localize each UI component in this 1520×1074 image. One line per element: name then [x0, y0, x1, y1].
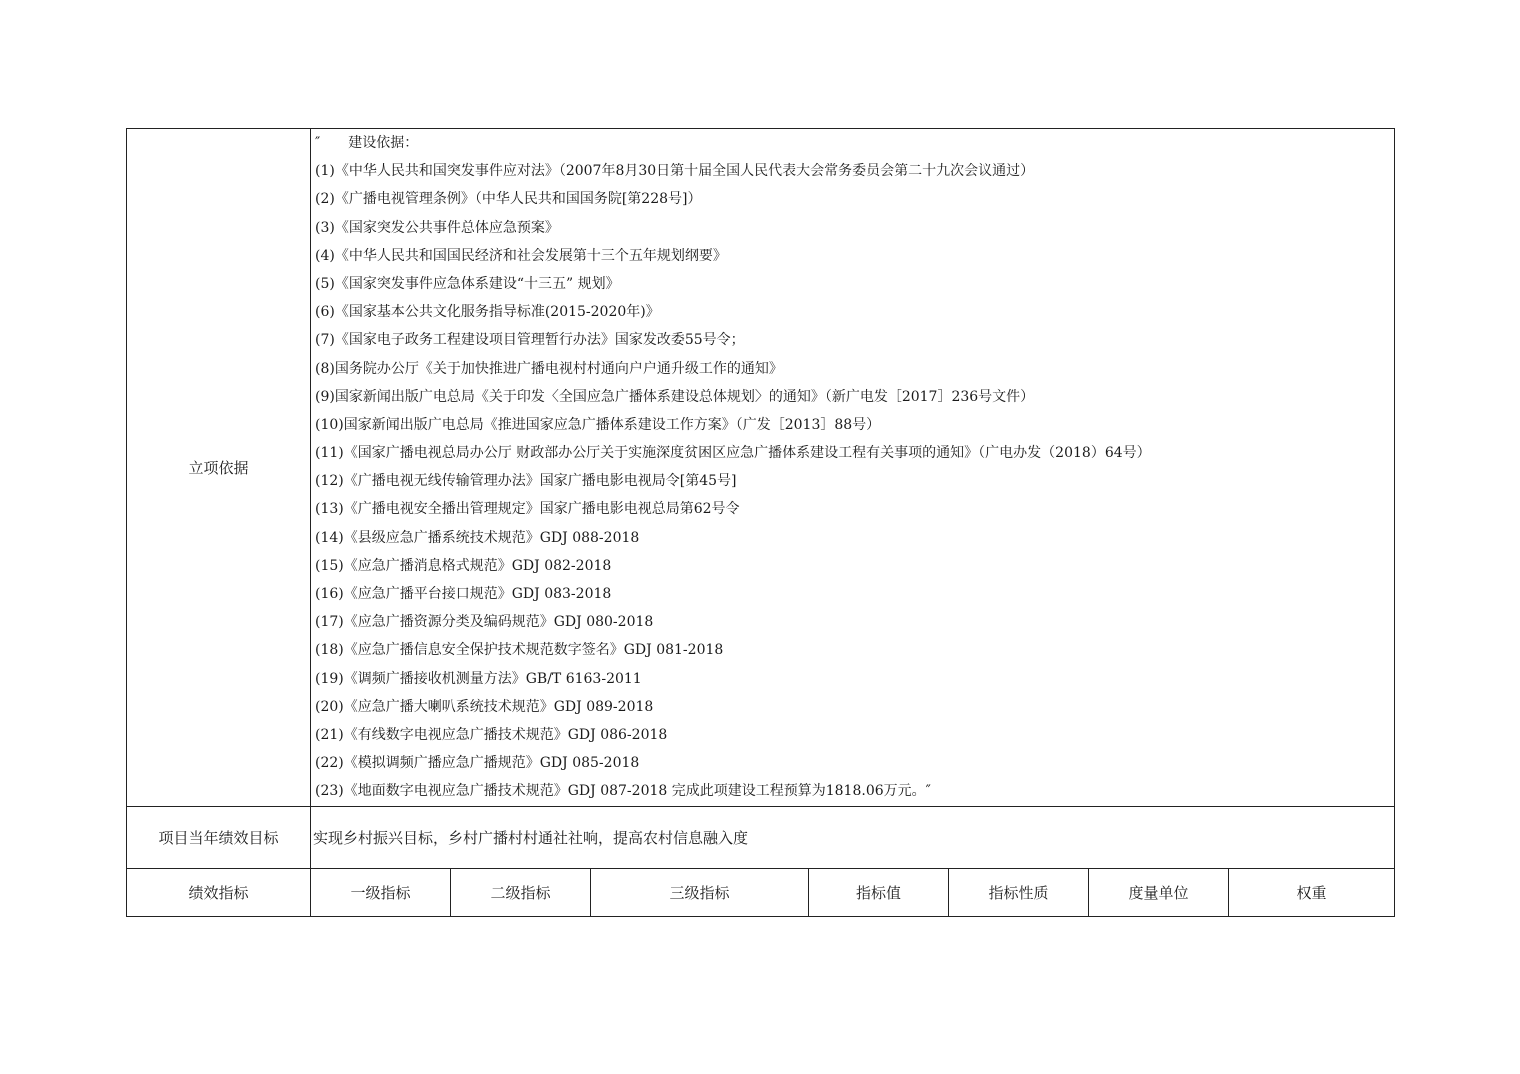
basis-item: (11)《国家广播电视总局办公厅 财政部办公厅关于实施深度贫困区应急广播体系建设工程有关事项的通知》（广电办发（2018）64号）	[315, 445, 1151, 462]
basis-item: (9)国家新闻出版广电总局《关于印发〈全国应急广播体系建设总体规划〉的通知》（新广电发［2017］236号文件）	[315, 388, 1035, 405]
basis-item: (10)国家新闻出版广电总局《推进国家应急广播体系建设工作方案》（广发［2013］88号）	[315, 416, 881, 433]
basis-item: (19)《调频广播接收机测量方法》GB/T 6163-2011	[315, 670, 642, 687]
basis-item: (4)《中华人民共和国国民经济和社会发展第十三个五年规划纲要》	[315, 247, 727, 264]
basis-item: (16)《应急广播平台接口规范》GDJ 083-2018	[315, 586, 612, 602]
basis-item: (2)《广播电视管理条例》（中华人民共和国国务院[第228号]）	[315, 191, 702, 208]
basis-item: (3)《国家突发公共事件总体应急预案》	[315, 219, 559, 236]
basis-heading: ″ 建设依据：	[315, 135, 419, 151]
basis-item: (22)《模拟调频广播应急广播规范》GDJ 085-2018	[315, 755, 640, 772]
metric-header-nature: 指标性质	[949, 868, 1089, 916]
basis-item: (13)《广播电视安全播出管理规定》国家广播电影电视总局第62号令	[315, 501, 740, 518]
basis-label: 立项依据	[127, 129, 311, 807]
basis-item: (18)《应急广播信息安全保护技术规范数字签名》GDJ 081-2018	[315, 642, 724, 659]
metric-header-weight: 权重	[1229, 868, 1395, 916]
basis-item: (20)《应急广播大喇叭系统技术规范》GDJ 089-2018	[315, 698, 654, 715]
metric-header-value: 指标值	[809, 868, 949, 916]
basis-item: (21)《有线数字电视应急广播技术规范》GDJ 086-2018	[315, 726, 668, 743]
basis-item: (6)《国家基本公共文化服务指导标准(2015-2020年)》	[315, 304, 660, 321]
goal-row	[127, 806, 1395, 868]
basis-row	[127, 129, 1395, 807]
basis-item: (14)《县级应急广播系统技术规范》GDJ 088-2018	[315, 529, 640, 546]
metric-header-level1: 一级指标	[311, 868, 451, 916]
basis-item: (12)《广播电视无线传输管理办法》国家广播电影电视局令[第45号]	[315, 473, 737, 490]
basis-item: (15)《应急广播消息格式规范》GDJ 082-2018	[315, 557, 612, 574]
basis-item: (5)《国家突发事件应急体系建设“十三五” 规划》	[315, 275, 620, 292]
metric-header-level2: 二级指标	[451, 868, 591, 916]
project-table	[126, 128, 1395, 917]
basis-content	[311, 129, 1395, 807]
goal-text: 实现乡村振兴目标，乡村广播村村通社社响，提高农村信息融入度	[311, 806, 1395, 868]
metrics-label: 绩效指标	[127, 868, 311, 916]
metric-header-level3: 三级指标	[591, 868, 809, 916]
basis-list	[315, 129, 1390, 806]
metric-header-unit: 度量单位	[1089, 868, 1229, 916]
basis-item: (1)《中华人民共和国突发事件应对法》（2007年8月30日第十届全国人民代表大会常务委员会第二十九次会议通过）	[315, 163, 1035, 180]
basis-item: (7)《国家电子政务工程建设项目管理暂行办法》国家发改委55号令；	[315, 332, 745, 349]
basis-item: (23)《地面数字电视应急广播技术规范》GDJ 087-2018 完成此项建设工程预算为1818.06万元。″	[315, 783, 931, 800]
basis-item: (17)《应急广播资源分类及编码规范》GDJ 080-2018	[315, 614, 654, 631]
basis-item: (8)国务院办公厅《关于加快推进广播电视村村通向户户通升级工作的通知》	[315, 360, 783, 377]
metrics-header-row	[127, 868, 1395, 916]
goal-label: 项目当年绩效目标	[127, 806, 311, 868]
